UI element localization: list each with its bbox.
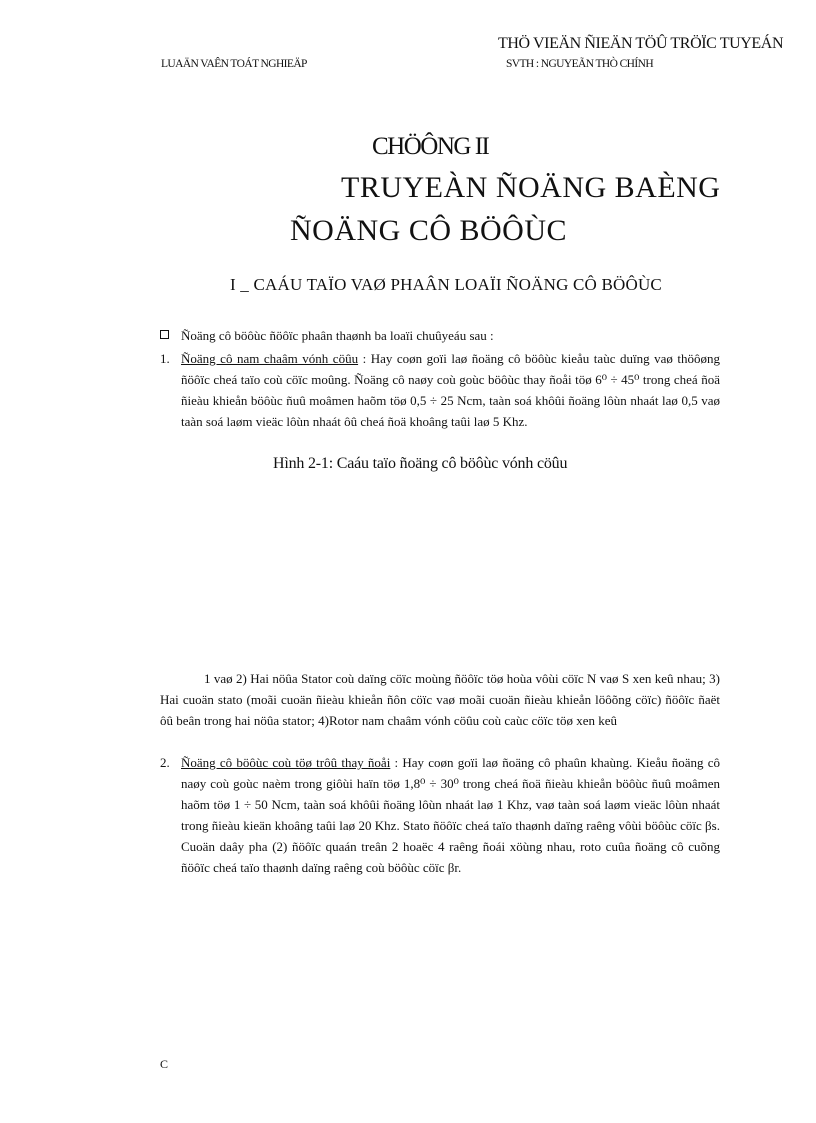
- chapter-title-line2: ÑOÄNG CÔ BÖÔÙC: [290, 214, 568, 247]
- item-number: 2.: [160, 755, 170, 770]
- section-heading: I _ CAÁU TAÏO VAØ PHAÂN LOAÏI ÑOÄNG CÔ BÖÔÙC: [230, 275, 662, 294]
- header-right-title: THÖ VIEÄN ÑIEÄN TÖÛ TRÖÏC TUYEÁN: [498, 35, 784, 52]
- list-item-1: [160, 348, 720, 432]
- chapter-title-line1: TRUYEÀN ÑOÄNG BAÈNG: [341, 171, 721, 204]
- item-text: : Hay coøn goïi laø ñoäng cô phaûn khaùng. Kieåu ñoäng cô naøy coù goùc naèm trong giôùi haïn töø 1,8⁰ ÷ 30⁰ trong cheá ñoä ñieàu khieån böôùc ñuû moâmen haõm töø 1 ÷ 50 Ncm, taàn soá khôûi ñoäng lôùn nhaát laø 1 Khz, vaø taàn soá laøm vieäc lôùn nhaát trong ñieàu kieän khoâng taûi laø 20 Khz. Stato ñöôïc cheá taïo thaønh daïng raêng vôùi böôùc cöïc βs. Cuoän daây pha (2) ñöôïc quaán treân 2 hoaëc 4 raêng ñoái xöùng nhau, roto cuûa ñoäng cô cuõng ñöôïc cheá taïo thaønh daïng raêng coù böôùc cöïc βr.: [181, 755, 720, 875]
- bullet-text: Ñoäng cô böôùc ñöôïc phaân thaønh ba loaïi chuûyeáu sau :: [181, 328, 494, 343]
- item-number: 1.: [160, 351, 170, 366]
- list-item-2: [160, 752, 720, 878]
- item-text: : Hay coøn goïi laø ñoäng cô böôùc kieåu taùc duïng vaø thöôøng ñöôïc cheá taïo coù cöïc moûng. Ñoäng cô naøy coù goùc böôùc thay ñoåi töø 6⁰ ÷ 45⁰ trong cheá ñoä ñieàu khieån böôùc ñuû moâmen haõm töø 0,5 ÷ 25 Ncm, taàn soá khôûi ñoäng lôùn nhaát laø 0,5 vaø taàn soá laøm vieäc lôùn nhaát ôû cheá ñoä khoâng taûi laø 5 Khz.: [181, 351, 720, 429]
- checkbox-bullet-icon: [160, 330, 169, 339]
- header-left-title: LUAÄN VAÊN TOÁT NGHIEÄP: [161, 58, 307, 70]
- figure-caption: Hình 2-1: Caáu taïo ñoäng cô böôùc vónh cöûu: [273, 455, 568, 472]
- chapter-label: CHÖÔNG II: [372, 133, 489, 160]
- item-title: Ñoäng cô nam chaâm vónh cöûu: [181, 351, 359, 366]
- item-title: Ñoäng cô böôùc coù töø trôû thay ñoåi: [181, 755, 391, 770]
- header-right-subtitle: SVTH : NGUYEÃN THÒ CHÍNH: [506, 58, 654, 70]
- figure-description: 1 vaø 2) Hai nöûa Stator coù daïng cöïc moùng ñöôïc töø hoùa vôùi cöïc N vaø S xen keû nhau; 3) Hai cuoän stato (moãi cuoän ñieàu khieån ñôn cöïc vaø moãi cuoän ñieàu khieån löôõng cöïc) ñöôïc ñaët ôû beân trong hai nöûa stator; 4)Rotor nam chaâm vónh cöûu coù caùc cöïc töø xen keû: [160, 671, 720, 728]
- bullet-paragraph: [160, 325, 720, 346]
- footer-mark: C: [160, 1057, 169, 1071]
